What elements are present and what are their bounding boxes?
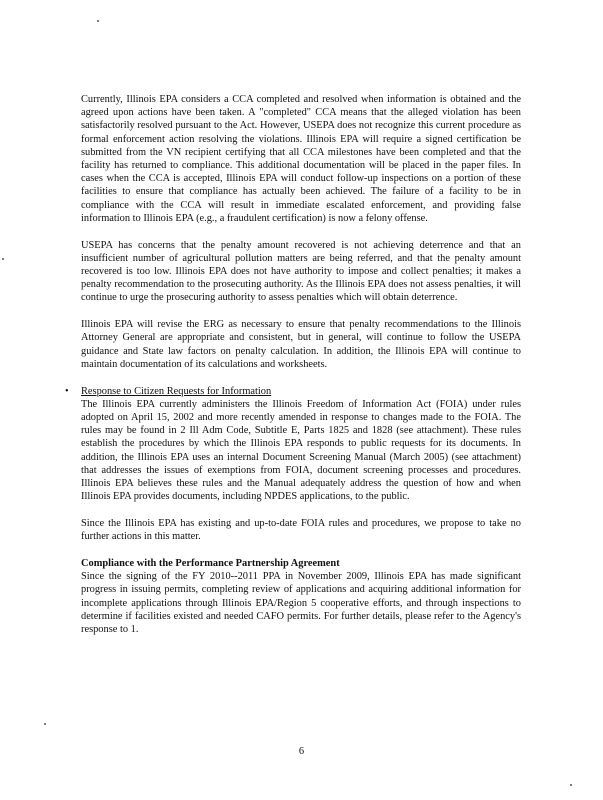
scan-speck [570, 784, 572, 786]
scan-speck [97, 20, 99, 22]
bullet-marker: • [65, 385, 69, 397]
section-heading: Compliance with the Performance Partnership Agreement [81, 558, 340, 570]
bullet-citizen-requests [65, 385, 521, 504]
bullet-heading: Response to Citizen Requests for Information [81, 385, 272, 397]
section-body: Since the signing of the FY 2010--2011 PPA in November 2009, Illinois EPA has made significant progress in issuing permits, completing review of applications and acquiring additional information for incomplete applications through Illinois EPA/Region 5 cooperative efforts, and through inspections to determine if facilities existed and needed CAFO permits. For further details, please refer to the Agency's response to 1. [81, 571, 521, 636]
scan-speck [2, 258, 4, 260]
paragraph-penalty-concerns: USEPA has concerns that the penalty amount recovered is not achieving deterrence and that an insufficient number of agricultural pollution matters are being referred, and that the penalty amount recovered is too low. Illinois EPA does not have authority to impose and collect penalties; it makes a penalty recommendation to the prosecuting authority. As the Illinois EPA does not assess penalties, it will continue to urge the prosecuring authority to assess penalties which will obtain deterrence. [81, 239, 521, 304]
section-ppa-compliance [81, 557, 521, 636]
scan-speck [44, 723, 46, 725]
document-body [65, 93, 521, 636]
bullet-body: The Illinois EPA currently administers the Illinois Freedom of Information Act (FOIA) under rules adopted on April 15, 2002 and more recently amended in response to changes made to the FOIA. The rules may be found in 2 Ill Adm Code, Subtitle E, Parts 1825 and 1828 (see attachment). These rules establish the procedures by which the Illinois EPA responds to public requests for its documents. In addition, the Illinois EPA uses an internal Document Screening Manual (March 2005) (see attachment) that addresses the issues of exemptions from FOIA, document screening processes and procedures. Illinois EPA believes these rules and the Manual adequately address the question of how and when Illinois EPA provides documents, including NPDES applications, to the public. [81, 398, 521, 503]
paragraph-foia-followup: Since the Illinois EPA has existing and up-to-date FOIA rules and procedures, we propose to take no further actions in this matter. [81, 518, 521, 543]
paragraph-cca-completion: Currently, Illinois EPA considers a CCA completed and resolved when information is obtained and the agreed upon actions have been taken. A "completed" CCA means that the alleged violation has been satisfactorily resolved pursuant to the Act. However, USEPA does not recognize this current procedure as formal enforcement action resolving the violations. Illinois EPA will require a signed certification be submitted from the VN recipient certifying that all CCA milestones have been completed and that the facility has returned to compliance. This additional documentation will be placed in the paper files. In cases when the CCA is accepted, Illinois EPA will conduct follow-up inspections on a portion of these facilities to ensure that compliance has actually been achieved. The failure of a facility to be in compliance with the CCA will result in immediate escalated enforcement, and providing false information to Illinois EPA (e.g., a fraudulent certification) is now a felony offense. [81, 94, 521, 224]
page-number: 6 [298, 746, 305, 757]
paragraph-erg-revision: Illinois EPA will revise the ERG as necessary to ensure that penalty recommendations to the Illinois Attorney General are appropriate and consistent, but in general, will continue to follow the USEPA guidance and State law factors on penalty calculation. In addition, the Illinois EPA will continue to maintain documentation of its calculations and worksheets. [81, 319, 521, 370]
